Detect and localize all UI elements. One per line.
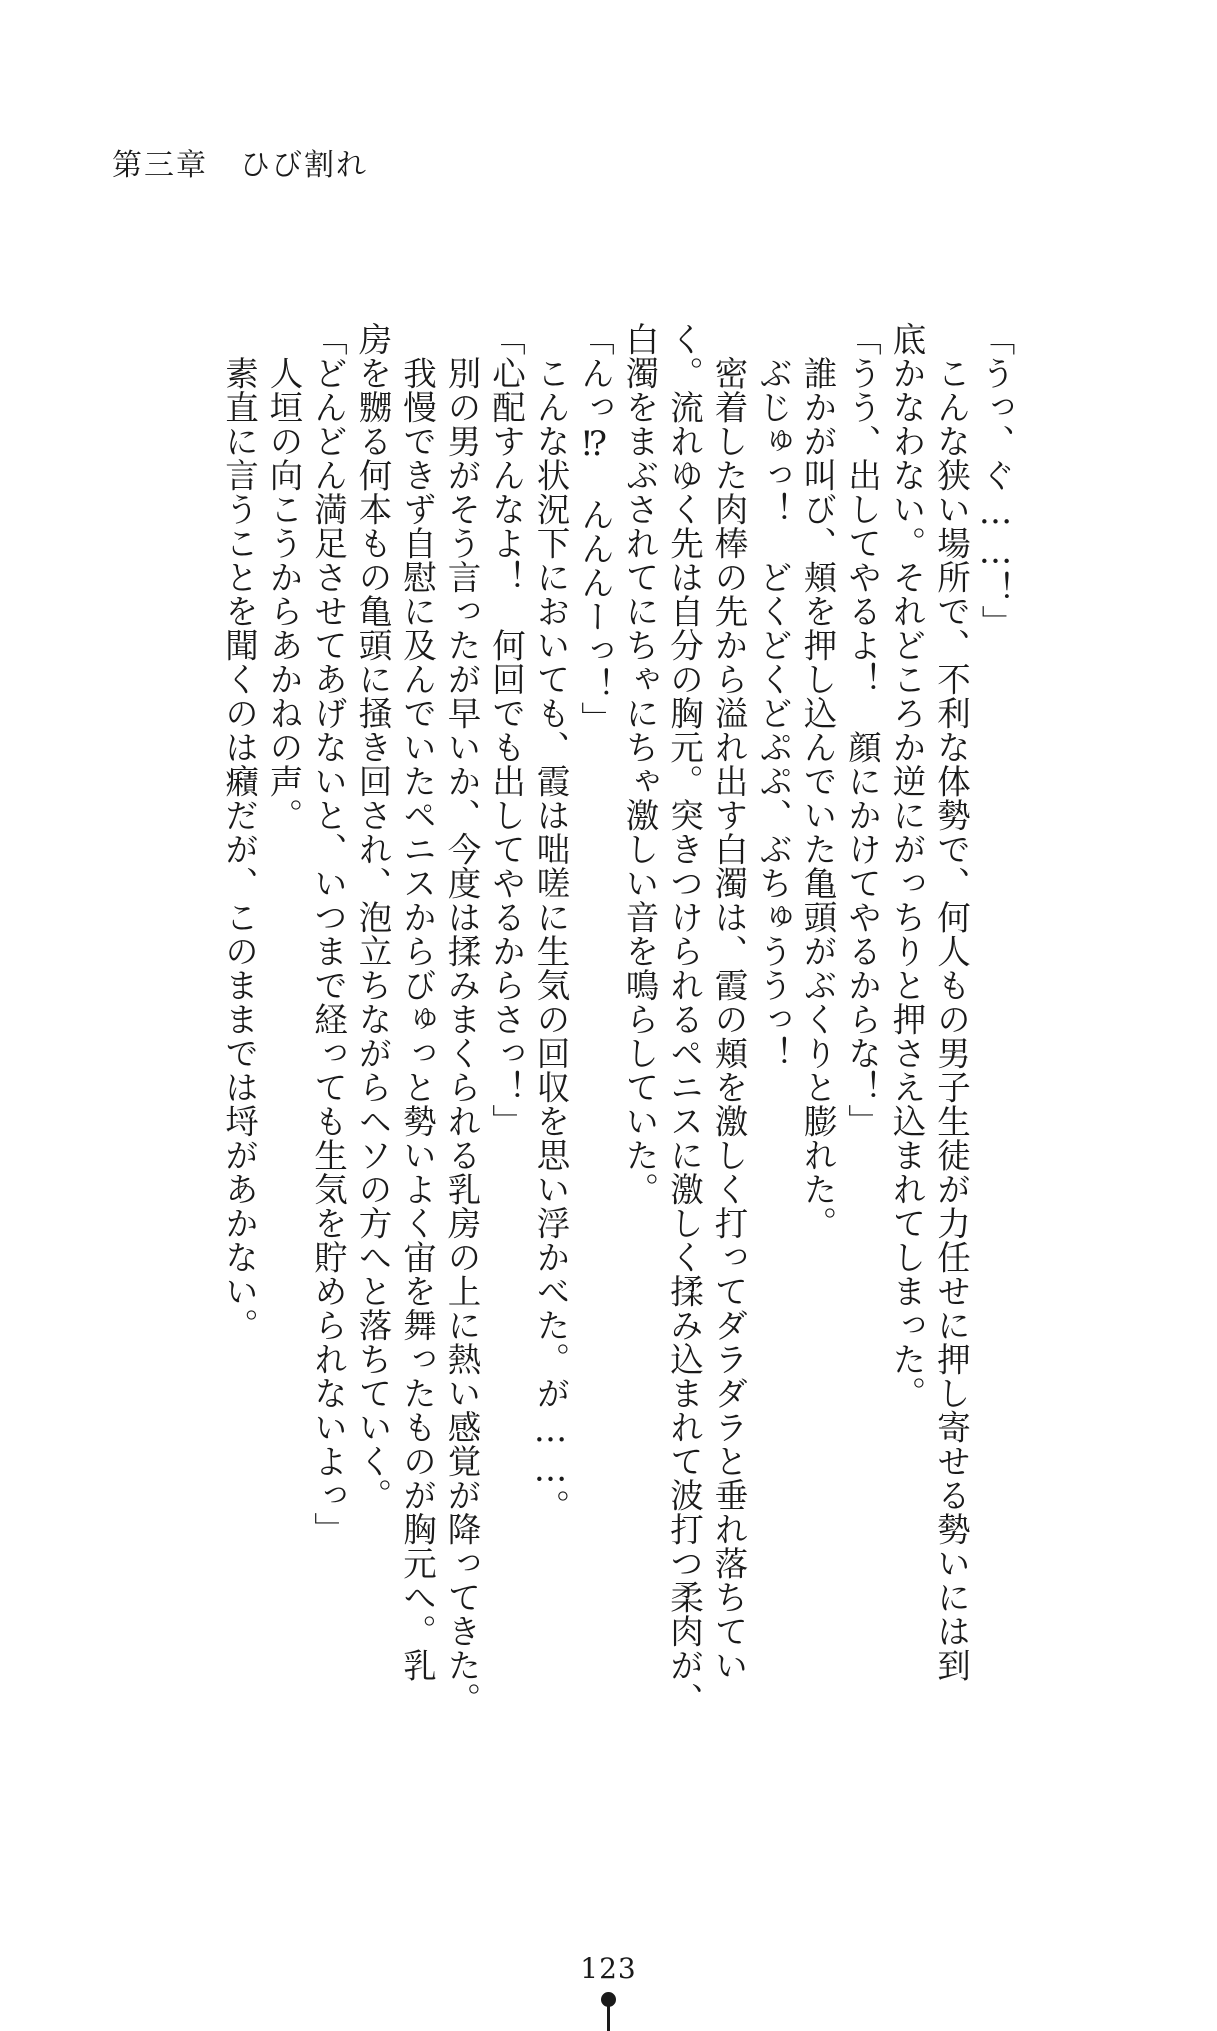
text-line: 誰かが叫び、頬を押し込んでいた亀頭がぶくりと膨れた。	[798, 322, 837, 1240]
text-line: 人垣の向こうからあかねの声。	[264, 322, 303, 832]
text-line: 別の男がそう言ったが早いか、今度は揉みまくられる乳房の上に熱い感覚が降ってきた。	[442, 322, 481, 1716]
text-line: 我慢できず自慰に及んでいたペニスからびゅっと勢いよく宙を舞ったものが胸元へ。乳	[397, 322, 437, 1682]
text-line: 密着した肉棒の先から溢れ出す白濁は、霞の頬を激しく打ってダラダラと垂れ落ちてい	[709, 322, 748, 1682]
text-line: 「んっ⁉ んんんーっ！」	[575, 322, 615, 736]
text-line: こんな状況下においても、霞は咄嗟に生気の回収を思い浮かべた。が……。	[531, 322, 570, 1523]
page-marker-dot	[601, 1992, 616, 2007]
text-line: 底かなわない。それどころか逆にがっちりと押さえ込まれてしまった。	[887, 322, 926, 1410]
text-line: ぶじゅっ！ どくどくどぷぷ、ぶちゅううっ！	[753, 322, 793, 1070]
text-line: 「うう、出してやるよ！ 顔にかけてやるからな！」	[842, 322, 882, 1138]
body-text	[107, 322, 1017, 1882]
text-line: 白濁をまぶされてにちゃにちゃ激しい音を鳴らしていた。	[620, 322, 659, 1206]
text-line: 素直に言うことを聞くのは癪だが、このままでは埒があかない。	[219, 322, 259, 1342]
text-line: 「どんどん満足させてあげないと、いつまで経っても生気を貯められないよっ」	[308, 322, 348, 1546]
text-line: 「うっ、ぐ……！」	[976, 322, 1015, 639]
text-line: 「心配すんなよ！ 何回でも出してやるからさっ！」	[486, 322, 526, 1138]
text-line: く。流れゆく先は自分の胸元。突きつけられるペニスに激しく揉み込まれて波打つ柔肉が、	[664, 322, 704, 1716]
text-line: 房を嬲る何本もの亀頭に掻き回され、泡立ちながらヘソの方へと落ちていく。	[353, 322, 392, 1512]
page-number: 123	[580, 1952, 637, 1985]
page-marker-tick	[607, 2006, 610, 2031]
running-head: 第三章 ひび割れ	[112, 148, 368, 183]
text-line: こんな狭い場所で、不利な体勢で、何人もの男子生徒が力任せに押し寄せる勢いには到	[931, 322, 971, 1682]
